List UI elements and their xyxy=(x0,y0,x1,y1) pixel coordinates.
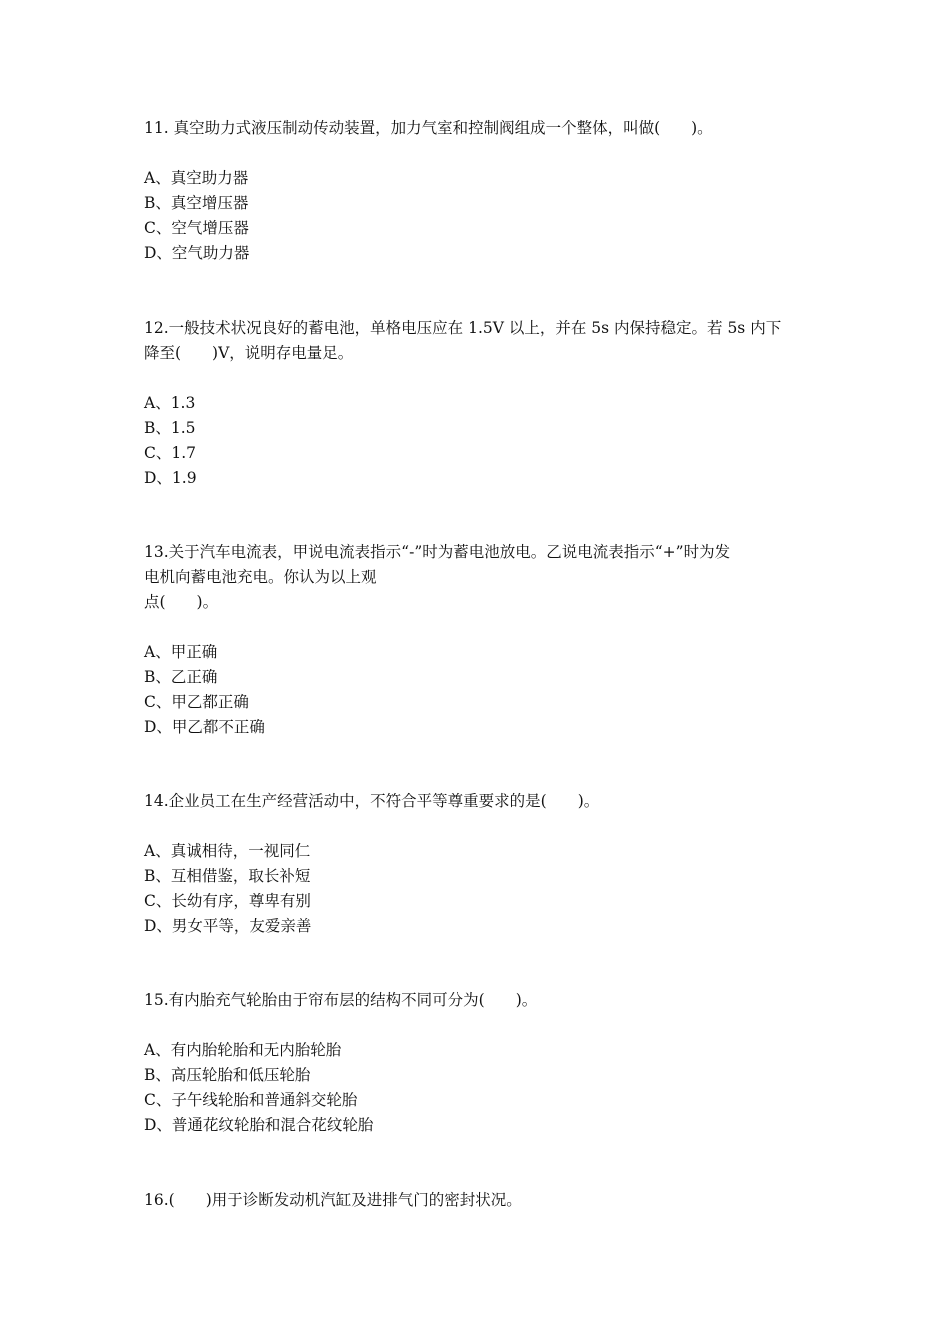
question-15-option-c: C、子午线轮胎和普通斜交轮胎 xyxy=(144,1091,358,1109)
question-15-option-b: B、高压轮胎和低压轮胎 xyxy=(144,1066,311,1084)
question-12-option-a: A、1.3 xyxy=(144,394,196,412)
question-11-option-c: C、空气增压器 xyxy=(144,219,249,237)
question-13-option-c: C、甲乙都正确 xyxy=(144,693,249,711)
question-13-stem-line-2: 电机向蓄电池充电。你认为以上观 xyxy=(144,568,377,586)
question-13-option-a: A、甲正确 xyxy=(144,643,218,661)
question-13-stem-line-3: 点( )。 xyxy=(144,593,219,611)
question-13-stem-line-1: 13.关于汽车电流表，甲说电流表指示“-”时为蓄电池放电。乙说电流表指示“+”时为发 xyxy=(144,543,731,561)
question-13-option-d: D、甲乙都不正确 xyxy=(144,718,265,736)
question-13-option-b: B、乙正确 xyxy=(144,668,218,686)
question-16-stem: 16.( )用于诊断发动机汽缸及进排气门的密封状况。 xyxy=(144,1191,522,1209)
question-15-option-a: A、有内胎轮胎和无内胎轮胎 xyxy=(144,1041,342,1059)
question-11-option-d: D、空气助力器 xyxy=(144,244,250,262)
question-14-option-a: A、真诚相待，一视同仁 xyxy=(144,842,311,860)
question-12-option-c: C、1.7 xyxy=(144,444,197,462)
question-12-stem-line-2: 降至( )V，说明存电量足。 xyxy=(144,344,354,362)
question-15-stem: 15.有内胎充气轮胎由于帘布层的结构不同可分为( )。 xyxy=(144,991,538,1009)
question-14-option-c: C、长幼有序，尊卑有别 xyxy=(144,892,311,910)
question-12-option-b: B、1.5 xyxy=(144,419,196,437)
question-12-option-d: D、1.9 xyxy=(144,469,197,487)
question-15-option-d: D、普通花纹轮胎和混合花纹轮胎 xyxy=(144,1116,374,1134)
question-11-option-b: B、真空增压器 xyxy=(144,194,249,212)
question-14-option-d: D、男女平等，友爱亲善 xyxy=(144,917,312,935)
question-14-option-b: B、互相借鉴，取长补短 xyxy=(144,867,311,885)
question-14-stem: 14.企业员工在生产经营活动中，不符合平等尊重要求的是( )。 xyxy=(144,792,600,810)
question-11-option-a: A、真空助力器 xyxy=(144,169,249,187)
question-11-stem: 11. 真空助力式液压制动传动装置，加力气室和控制阀组成一个整体，叫做( )。 xyxy=(144,119,713,137)
question-12-stem-line-1: 12.一般技术状况良好的蓄电池，单格电压应在 1.5V 以上，并在 5s 内保持稳定。若 5s 内下 xyxy=(144,319,782,337)
